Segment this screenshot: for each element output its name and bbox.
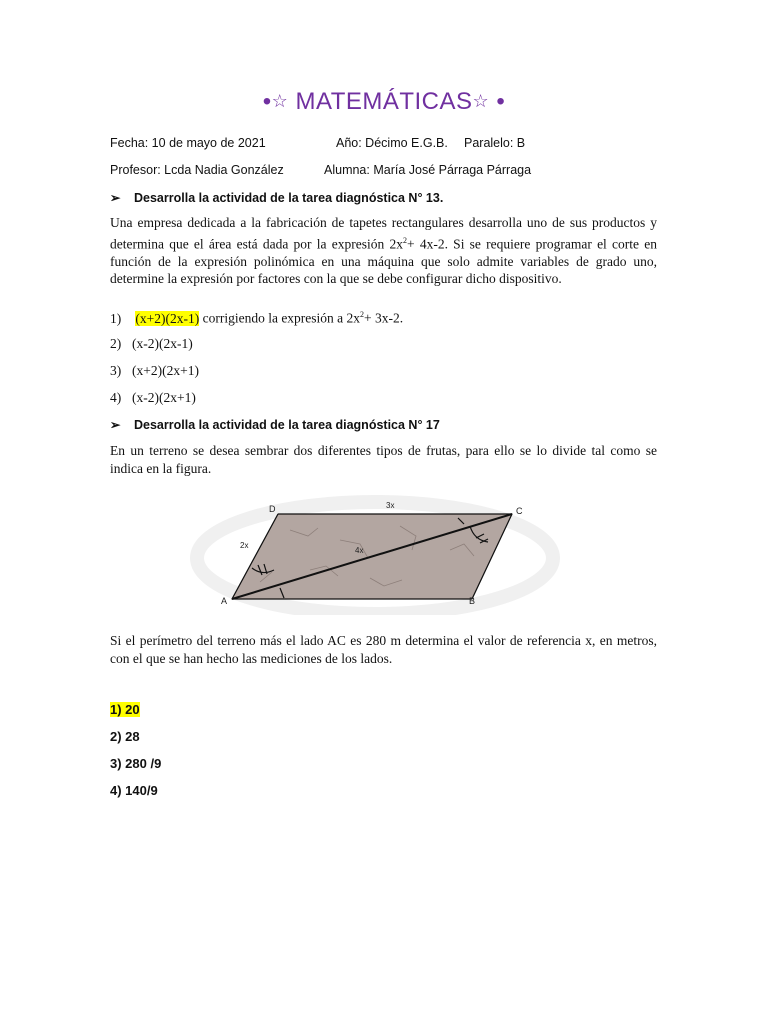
option-item: [110, 336, 193, 352]
label-d: D: [269, 504, 276, 514]
answer-item: [110, 702, 140, 717]
answer-item: 3) 280 /9: [110, 756, 162, 771]
label-diagonal: 4x: [355, 546, 364, 555]
option-item: [110, 390, 196, 406]
figure-intro: En un terreno se desea sembrar dos diferentes tipos de frutas, para ello se lo divide tal como se indica en la figura.: [110, 443, 657, 476]
task-heading-text: Desarrolla la actividad de la tarea diagnóstica N° 13.: [134, 191, 444, 205]
label-b: B: [469, 596, 476, 606]
title-bullet-left: •: [262, 88, 272, 115]
student-field: Alumna: María José Párraga Párraga: [324, 163, 532, 177]
answer-item: 4) 140/9: [110, 783, 158, 798]
option-note: corrigiendo la expresión a 2x: [199, 310, 361, 326]
task-heading: [110, 417, 440, 432]
answer-highlighted: 1) 20: [110, 702, 140, 717]
option-text: (x+2)(2x+1): [132, 363, 199, 378]
teacher-field: Profesor: Lcda Nadia González: [110, 163, 284, 177]
task-heading-text: Desarrolla la actividad de la tarea diagnóstica N° 17: [134, 418, 440, 432]
option-note: + 3x-2.: [364, 310, 404, 326]
page-title: [0, 88, 768, 116]
option-text-highlighted: (x+2)(2x-1): [135, 310, 200, 326]
option-item: [110, 310, 403, 327]
paragraph-part: Una empresa dedicada a la fabricación de tapetes rectangulares desarrolla uno de sus productos y determina que el área está dada por la expresión 2x: [110, 215, 657, 251]
question-paragraph: Si el perímetro del terreno más el lado AC es 280 m determina el valor de referencia x, en metros, con el que se han hecho las mediciones de los lados.: [110, 633, 657, 666]
option-number: 2): [110, 336, 122, 351]
option-number: 4): [110, 390, 122, 405]
year-field: Año: Décimo E.G.B.: [336, 136, 448, 150]
shooting-star-icon: ☆: [271, 91, 289, 111]
arrow-bullet-icon: ➢: [110, 191, 121, 205]
label-c: C: [516, 506, 523, 516]
option-text: (x-2)(2x+1): [132, 390, 196, 405]
arrow-bullet-icon: ➢: [110, 418, 121, 432]
answer-item: 2) 28: [110, 729, 140, 744]
option-item: [110, 363, 199, 379]
task-heading: [110, 190, 443, 205]
label-left-side: 2x: [240, 541, 249, 550]
superscript: 2: [402, 235, 407, 245]
date-field: Fecha: 10 de mayo de 2021: [110, 136, 266, 150]
title-text: MATEMÁTICAS: [295, 88, 473, 115]
class-field: Paralelo: B: [464, 136, 526, 150]
parallelogram-figure: [190, 490, 560, 615]
superscript: 2: [360, 310, 365, 319]
paragraph-part: + 4x-2. Si se requiere programar el corte en función de la expresión polinómica en una máquina que solo admite variables de grado uno, determine la expresión por factores con la que se debe configurar dicho dispositivo.: [110, 236, 657, 286]
label-a: A: [221, 596, 228, 606]
problem-paragraph: [110, 214, 657, 288]
option-number: 3): [110, 363, 122, 378]
option-text: (x-2)(2x-1): [132, 336, 193, 351]
title-bullet-right: •: [489, 88, 506, 115]
label-top-side: 3x: [386, 501, 395, 510]
shooting-star-icon: ☆: [472, 91, 490, 111]
option-number: 1): [110, 310, 122, 326]
